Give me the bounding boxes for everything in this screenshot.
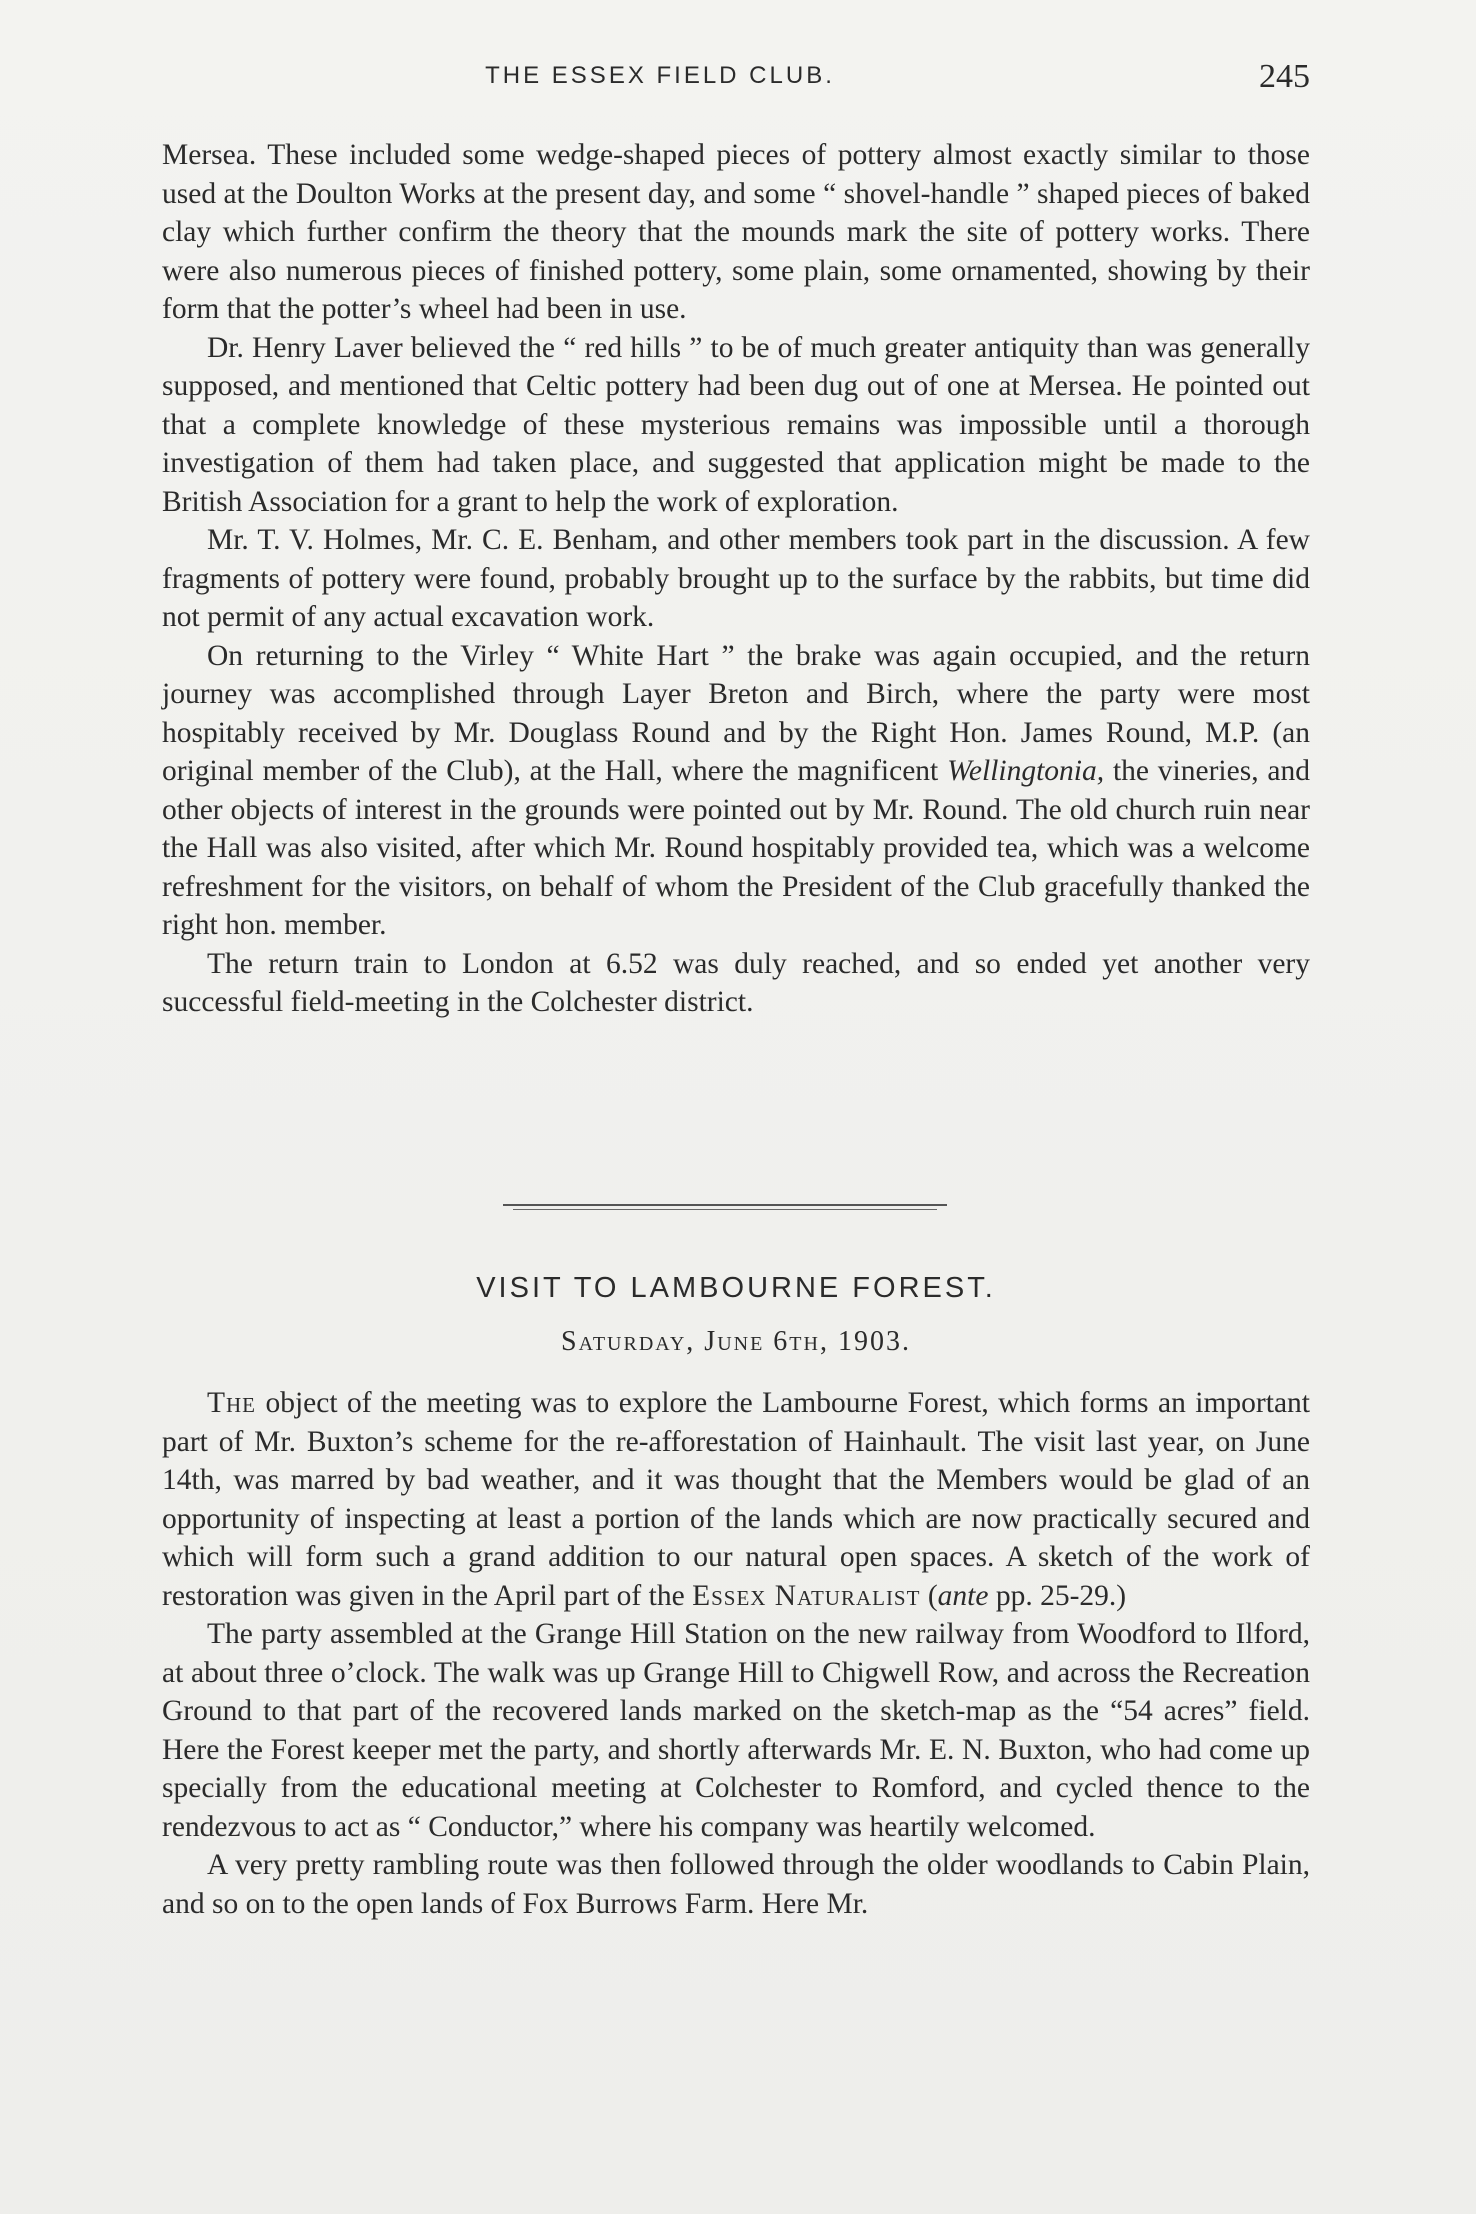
meeting-object-text-c: pp. 25-29.) xyxy=(988,1579,1127,1612)
divider-line-top xyxy=(503,1204,947,1206)
section-divider xyxy=(503,1204,947,1212)
divider-line-bottom xyxy=(513,1209,937,1210)
ante-italic: ante xyxy=(937,1579,989,1612)
section-title: VISIT TO LAMBOURNE FOREST. xyxy=(476,1272,996,1304)
page-number: 245 xyxy=(1259,58,1310,95)
paragraph-discussion: Mr. T. V. Holmes, Mr. C. E. Benham, and other members took part in the discussion. A few fragments of pottery were found, probably brought up to the surface by the rabbits, but time did not permit of any actual excavation work. xyxy=(162,524,1310,633)
paragraph-return-train: The return train to London at 6.52 was duly reached, and so ended yet another very successful field-meeting in the Colchester district. xyxy=(162,947,1310,1018)
paragraph-lead-word: The xyxy=(207,1387,257,1419)
paragraph-rambling-route: A very pretty rambling route was then followed through the older woodlands to Cabin Plain, and so on to the open lands of Fox Burrows Farm. Here Mr. xyxy=(162,1849,1310,1920)
paragraph-return-journey xyxy=(162,637,1310,945)
paragraph-red-hills: Dr. Henry Laver believed the “ red hills ” to be of much greater antiquity than was generally supposed, and mentioned that Celtic pottery had been dug out of one at Mersea. He pointed out that a complete knowledge of these mysterious remains was impossible until a thorough investigation of them had taken place, and suggested that application might be made to the British Association for a grant to help the work of exploration. xyxy=(162,331,1310,518)
paragraph-mersea-pottery: Mersea. These included some wedge-shaped pieces of pottery almost exactly similar to those used at the Doulton Works at the present day, and some “ shovel-handle ” shaped pieces of baked clay which further confirm the theory that the mounds mark the site of pottery works. There were also numerous pieces of finished pottery, some plain, some ornamented, showing by their form that the potter’s wheel had been in use. xyxy=(162,139,1310,325)
upper-text-block xyxy=(162,136,1310,1022)
journal-name: Essex Naturalist xyxy=(692,1579,921,1612)
paragraph-party-assembled: The party assembled at the Grange Hill Station on the new railway from Woodford to Ilford, at about three o’clock. The walk was up Grange Hill to Chigwell Row, and across the Recreation Ground to that part of the recovered lands marked on the sketch-map as the “54 acres” field. Here the Forest keeper met the party, and shortly afterwards Mr. E. N. Buxton, who had come up specially from the educational meeting at Colchester to Romford, and cycled thence to the rendezvous to act as “ Conductor,” where his company was heartily welcomed. xyxy=(162,1618,1310,1843)
section-date: Saturday, June 6th, 1903. xyxy=(561,1326,911,1357)
return-journey-text-b: the vineries, and other objects of interest in the grounds were pointed out by Mr. Round. The old church ruin near the Hall was also visited, after which Mr. Round hospitably provided tea, which was a welcome refreshment for the visitors, on behalf of whom the President of the Club gracefully thanked the right hon. member. xyxy=(162,755,1310,941)
meeting-object-text-a: object of the meeting was to explore the Lambourne Forest, which forms an important part of Mr. Buxton’s scheme for the re-afforestation of Hainhault. The visit last year, on June 14th, was marred by bad weather, and it was thought that the Members would be glad of an opportunity of inspecting at least a portion of the lands which are now practically secured and which will form such a grand addition to our natural open spaces. A sketch of the work of restoration was given in the April part of the xyxy=(162,1387,1310,1612)
lower-text-block xyxy=(162,1384,1310,1923)
paragraph-meeting-object xyxy=(162,1384,1310,1615)
meeting-object-text-b: ( xyxy=(920,1579,938,1612)
wellingtonia-italic: Wellingtonia, xyxy=(947,755,1105,787)
running-head xyxy=(160,58,1310,98)
running-title: THE ESSEX FIELD CLUB. xyxy=(485,62,835,89)
return-journey-text-a: On returning to the Virley “ White Hart ” the brake was again occupied, and the return journey was accomplished through Layer Breton and Birch, where the party were most hospitably received by Mr. Douglass Round and by the Right Hon. James Round, M.P. (an original member of the Club), at the Hall, where the magnificent xyxy=(162,639,1310,787)
